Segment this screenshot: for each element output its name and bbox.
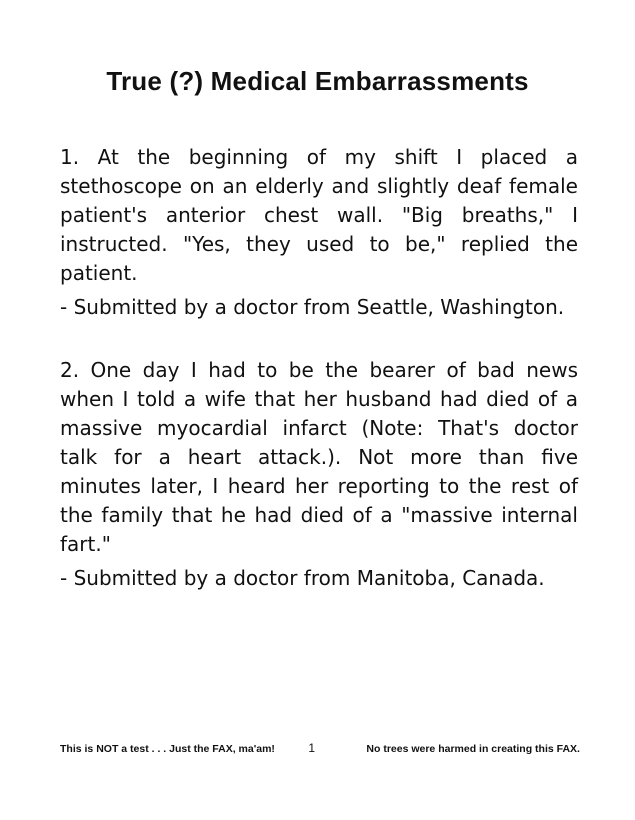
footer-left-prefix: This is: [60, 743, 97, 755]
anecdote-2: [60, 356, 578, 593]
anecdote-text: 2. One day I had to be the bearer of bad news when I told a wife that her husband had died of a massive myocardial infarct (Note: That's doctor talk for a heart attack.). Not more than five minutes later, I heard her reporting to the rest of the family that he had died of a "massive internal fart.": [60, 358, 578, 556]
page-number: 1: [308, 741, 315, 755]
anecdote-credit: - Submitted by a doctor from Seattle, Washington.: [60, 295, 565, 319]
anecdote-text: 1. At the beginning of my shift I placed a stethoscope on an elderly and slightly deaf female patient's anterior chest wall. "Big breaths," I instructed. "Yes, they used to be," replied the patient.: [60, 145, 578, 285]
document-title: True (?) Medical Embarrassments: [106, 66, 529, 96]
anecdote-credit: - Submitted by a doctor from Manitoba, Canada.: [60, 566, 545, 590]
footer-left-suffix: a test . . . Just the FAX, ma'am!: [118, 743, 275, 755]
footer-left: [60, 743, 275, 755]
anecdote-1: [60, 143, 578, 322]
document-body: [60, 143, 578, 593]
page-footer: [60, 741, 580, 755]
footer-right: No trees were harmed in creating this FAX.: [366, 743, 580, 755]
footer-left-emphasis: NOT: [96, 743, 119, 755]
